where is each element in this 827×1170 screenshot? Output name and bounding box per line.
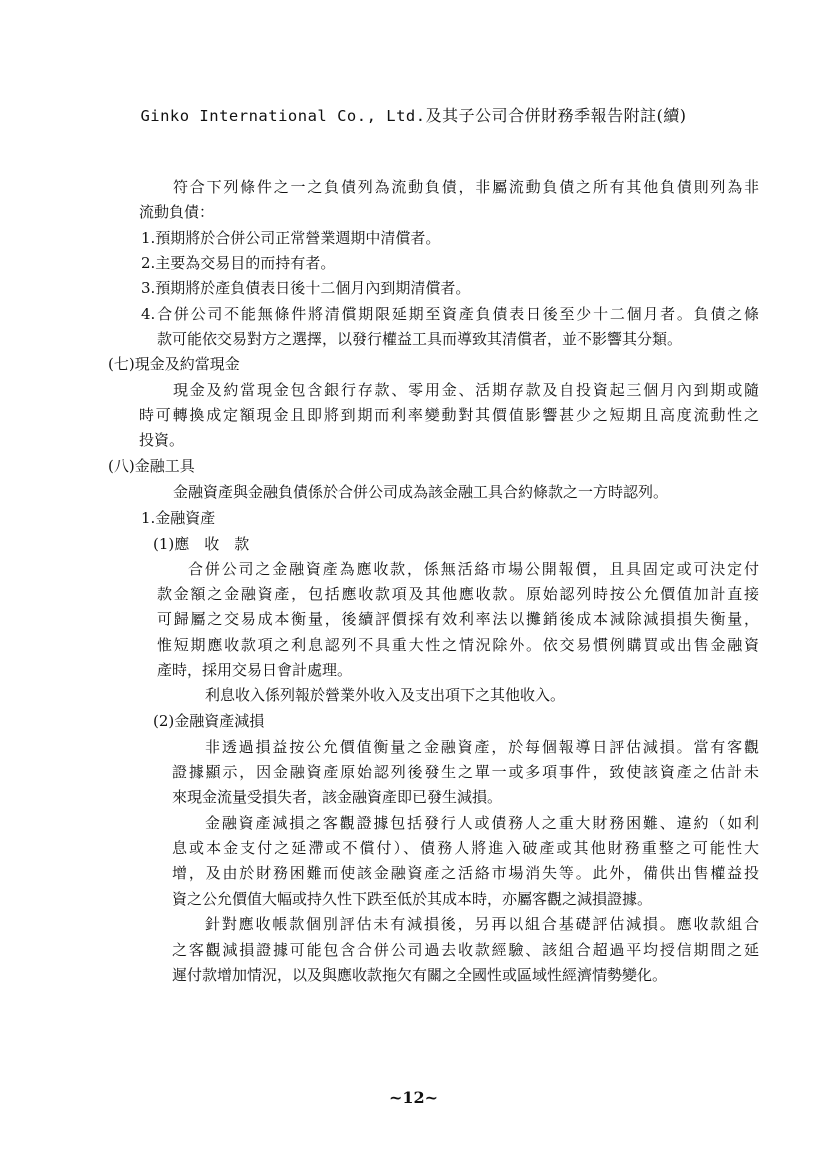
- paragraph-line: 產時，採用交易日會計處理。: [157, 661, 353, 679]
- subsection-heading: (1)應 收 款: [153, 535, 250, 553]
- list-item: 2.主要為交易目的而持有者。: [141, 254, 336, 272]
- paragraph-line: 息或本金支付之延滯或不償付）、債務人將進入破產或其他財務重整之可能性大: [172, 839, 759, 857]
- paragraph-line: 來現金流量受損失者，該金融資產即已發生減損。: [172, 788, 503, 806]
- list-item: 3.預期將於產負債表日後十二個月內到期清償者。: [141, 279, 471, 297]
- paragraph-line: 惟短期應收款項之利息認列不具重大性之情況除外。依交易慣例購買或出售金融資: [157, 636, 759, 654]
- paragraph-line: 合併公司之金融資產為應收款，係無活絡市場公開報價，且具固定或可決定付: [188, 560, 759, 578]
- paragraph-line: 現金及約當現金包含銀行存款、零用金、活期存款及自投資起三個月內到期或隨: [173, 381, 759, 399]
- paragraph-line: 金融資產減損之客觀證據包括發行人或債務人之重大財務困難、違約（如利: [205, 814, 759, 832]
- paragraph-line: 金融資產與金融負債係於合併公司成為該金融工具合約條款之一方時認列。: [173, 483, 669, 501]
- paragraph-line: 款金額之金融資產，包括應收款項及其他應收款。原始認列時按公允價值加計直接: [157, 585, 759, 603]
- list-item: 款可能依交易對方之選擇，以發行權益工具而導致其清償者，並不影響其分類。: [157, 330, 683, 348]
- page-number: ~12~: [388, 1088, 439, 1107]
- paragraph-line: 利息收入係列報於營業外收入及支出項下之其他收入。: [205, 686, 566, 704]
- list-item: 1.預期將於合併公司正常營業週期中清償者。: [141, 229, 441, 247]
- paragraph-line: 證據顯示，因金融資產原始認列後發生之單一或多項事件，致使該資產之估計未: [172, 763, 759, 781]
- paragraph-line: 非透過損益按公允價值衡量之金融資產，於每個報導日評估減損。當有客觀: [205, 738, 759, 756]
- paragraph-line: 遲付款增加情況，以及與應收款拖欠有關之全國性或區域性經濟情勢變化。: [172, 966, 668, 984]
- paragraph-line: 之客觀減損證據可能包含合併公司過去收款經驗、該組合超過平均授信期間之延: [172, 941, 759, 959]
- paragraph-line: 流動負債：: [139, 203, 215, 221]
- paragraph-line: 時可轉換成定額現金且即將到期而利率變動對其價值影響甚少之短期且高度流動性之: [139, 406, 759, 424]
- paragraph-line: 資之公允價值大幅或持久性下跌至低於其成本時，亦屬客觀之減損證據。: [172, 890, 653, 908]
- section-heading: (八)金融工具: [108, 457, 195, 475]
- page-title-en: Ginko International Co., Ltd.: [140, 107, 426, 125]
- paragraph-line: 投資。: [139, 431, 185, 449]
- paragraph-line: 針對應收帳款個別評估未有減損後，另再以組合基礎評估減損。應收款組合: [205, 915, 759, 933]
- paragraph-line: 增，及由於財務困難而使該金融資產之活絡市場消失等。此外，備供出售權益投: [172, 864, 759, 882]
- subsection-heading: 1.金融資產: [141, 509, 216, 527]
- page-title-zh: 及其子公司合併財務季報告附註(續): [425, 106, 687, 125]
- section-heading: (七)現金及約當現金: [108, 355, 240, 373]
- subsection-heading: (2)金融資產減損: [153, 712, 265, 730]
- page-title: [0, 103, 827, 126]
- paragraph-line: 符合下列條件之一之負債列為流動負債，非屬流動負債之所有其他負債則列為非: [173, 178, 759, 196]
- list-item: 4.合併公司不能無條件將清償期限延期至資產負債表日後至少十二個月者。負債之條: [141, 305, 759, 323]
- paragraph-line: 可歸屬之交易成本衡量，後續評價採有效利率法以攤銷後成本減除減損損失衡量，: [157, 610, 759, 628]
